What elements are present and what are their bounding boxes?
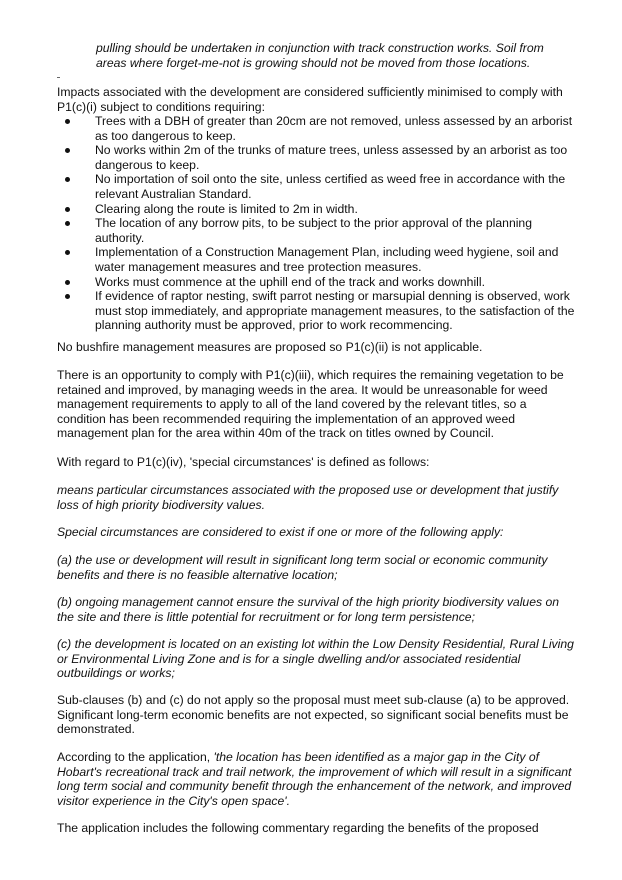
list-item: Clearing along the route is limited to 2m in width.	[57, 202, 577, 217]
special-circumstances-intro: With regard to P1(c)(iv), 'special circumstances' is defined as follows:	[57, 455, 430, 469]
bullet-icon	[65, 119, 70, 124]
list-item: If evidence of raptor nesting, swift parrot nesting or marsupial denning is observed, work must stop immediately, and appropriate management measures, to the satisfaction of the planning authority must be approved, prior to work recommencing.	[57, 289, 577, 333]
clause-b-paragraph: (b) ongoing management cannot ensure the survival of the high priority biodiversity values on the site and there is little potential for recruitment or for long term persistence;	[57, 595, 560, 624]
opportunity-paragraph: There is an opportunity to comply with P1(c)(iii), which requires the remaining vegetation to be retained and improved, by managing weeds in the area. It would be unreasonable for weed management requirements to apply to all of the land covered by the relevant titles, so a condition has been recommended requiring the implementation of an approved weed management plan for the area within 40m of the track on titles owned by Council.	[57, 368, 564, 441]
bullet-icon	[65, 177, 70, 182]
list-item: Works must commence at the uphill end of the track and works downhill.	[57, 275, 577, 290]
bushfire-paragraph: No bushfire management measures are proposed so P1(c)(ii) is not applicable.	[57, 340, 483, 354]
special-exist-paragraph: Special circumstances are considered to exist if one or more of the following apply:	[57, 525, 504, 539]
list-item: No works within 2m of the trunks of mature trees, unless assessed by an arborist as too dangerous to keep.	[57, 143, 577, 172]
subclauses-paragraph: Sub-clauses (b) and (c) do not apply so the proposal must meet sub-clause (a) to be approved. Significant long-term economic benefits are not expected, so significant social benefits must be demonstrated.	[57, 693, 570, 737]
bullet-icon	[65, 148, 70, 153]
bullet-icon	[65, 221, 70, 226]
intro-italic-paragraph: pulling should be undertaken in conjunction with track construction works. Soil from areas where forget-me-not is growing should not be moved from those locations.	[96, 41, 544, 70]
impacts-intro-paragraph: Impacts associated with the development are considered sufficiently minimised to comply with P1(c)(i) subject to conditions requiring:	[57, 85, 563, 114]
clause-c-paragraph: (c) the development is located on an existing lot within the Low Density Residential, Rural Living or Environmental Living Zone and is for a single dwelling and/or associated residential outbuildings or works;	[57, 637, 574, 681]
list-item: Implementation of a Construction Management Plan, including weed hygiene, soil and water management measures and tree protection measures.	[57, 245, 577, 274]
bullet-icon	[65, 294, 70, 299]
bullet-icon	[65, 250, 70, 255]
application-paragraph	[57, 750, 575, 808]
commentary-paragraph: The application includes the following commentary regarding the benefits of the proposed	[57, 821, 539, 835]
clause-a-paragraph: (a) the use or development will result in significant long term social or economic community benefits and there is no feasible alternative location;	[57, 553, 548, 582]
list-item: Trees with a DBH of greater than 20cm are not removed, unless assessed by an arborist as too dangerous to keep.	[57, 114, 577, 143]
list-item: No importation of soil onto the site, unless certified as weed free in accordance with the relevant Australian Standard.	[57, 172, 577, 201]
conditions-list	[57, 114, 577, 333]
application-quote: 'the location has been identified as a major gap in the City of Hobart's recreational track and trail network, the improvement of which will result in a significant long term social and community benefit through the enhancement of the network, and improved visitor experience in the City's open space'.	[57, 750, 572, 808]
bullet-icon	[65, 207, 70, 212]
list-item: The location of any borrow pits, to be subject to the prior approval of the planning authority.	[57, 216, 577, 245]
application-lead: According to the application,	[57, 750, 214, 764]
bullet-icon	[65, 280, 70, 285]
definition-paragraph: means particular circumstances associated with the proposed use or development that justify loss of high priority biodiversity values.	[57, 483, 559, 512]
margin-mark	[57, 77, 60, 78]
